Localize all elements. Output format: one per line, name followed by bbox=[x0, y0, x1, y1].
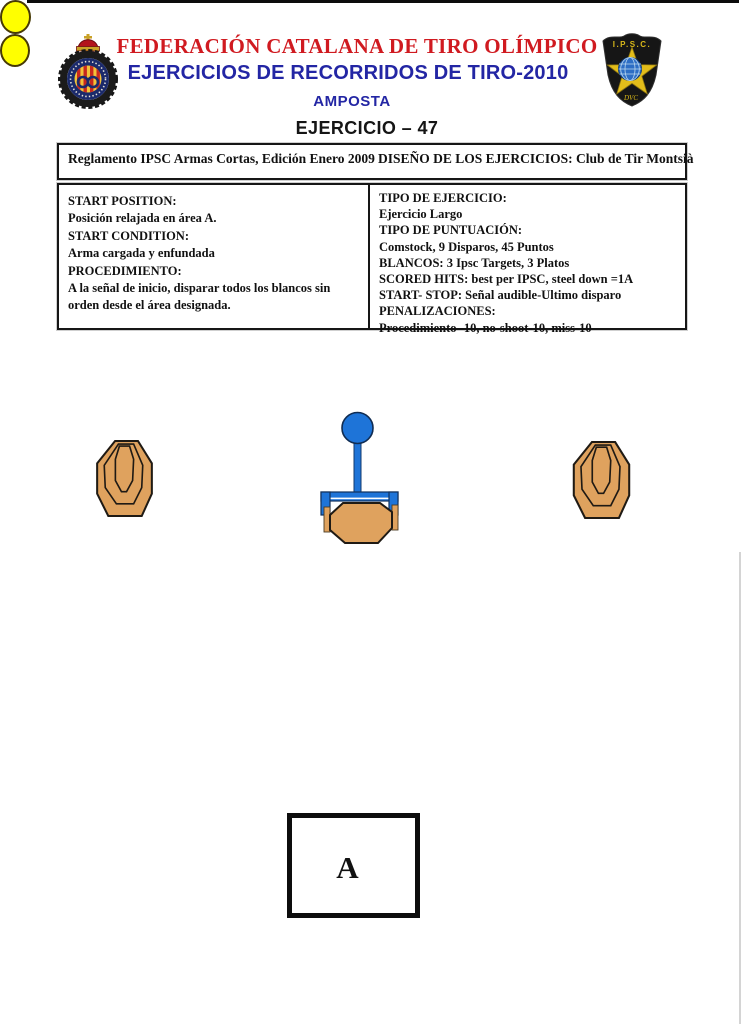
stage-briefing-table bbox=[57, 183, 687, 335]
blue-steel-plate bbox=[342, 413, 373, 444]
area-label: A bbox=[336, 849, 359, 885]
event-title: EJERCICIOS DE RECORRIDOS DE TIRO-2010 bbox=[127, 62, 569, 84]
swinger-stem bbox=[354, 438, 361, 494]
shooting-area-box bbox=[287, 813, 420, 918]
ipsc-label: I.P.S.C. bbox=[612, 40, 652, 49]
start-position-label: START POSITION: bbox=[68, 194, 177, 208]
scored-hits-text: SCORED HITS: best per IPSC, steel down =1A bbox=[379, 272, 634, 287]
course-designer: DISEÑO DE LOS EJERCICIOS: Club de Tir Montsià bbox=[378, 151, 694, 166]
penalties-label: PENALIZACIONES: bbox=[379, 304, 496, 319]
scan-edge-top-line bbox=[27, 0, 739, 3]
exercise-type-text: Ejercicio Largo bbox=[379, 207, 463, 222]
start-position-text: Posición relajada en área A. bbox=[68, 211, 217, 226]
horizontal-paper-target bbox=[330, 503, 392, 543]
swinger-crossbar bbox=[321, 492, 398, 501]
start-condition-label: START CONDITION: bbox=[68, 228, 189, 243]
swinger-stand-center bbox=[320, 404, 400, 549]
procedure-text: A la señal de inicio, disparar todos los blancos sin orden desde el área designada. bbox=[68, 281, 331, 313]
scoring-type-label: TIPO DE PUNTUACIÓN: bbox=[379, 223, 523, 238]
location-title: AMPOSTA bbox=[313, 93, 391, 110]
ipsc-paper-target-left bbox=[96, 440, 153, 517]
start-condition-text: Arma cargada y enfundada bbox=[68, 246, 215, 261]
rulebook-reference: Reglamento IPSC Armas Cortas, Edición Enero 2009 bbox=[68, 151, 375, 166]
ipsc-paper-target-right bbox=[570, 441, 633, 519]
targets-text: BLANCOS: 3 Ipsc Targets, 3 Platos bbox=[379, 255, 570, 270]
yellow-steel-plate-left bbox=[0, 0, 31, 34]
penalties-text: Procedimiento -10, no-shoot-10, miss-10 bbox=[379, 320, 592, 335]
procedure-label: PROCEDIMIENTO: bbox=[68, 263, 182, 278]
federation-title: FEDERACIÓN CATALANA DE TIRO OLÍMPICO bbox=[116, 34, 598, 58]
briefing-left-cell bbox=[59, 185, 370, 328]
exercise-type-label: TIPO DE EJERCICIO: bbox=[379, 191, 507, 205]
scoring-type-text: Comstock, 9 Disparos, 45 Puntos bbox=[379, 239, 554, 254]
rulebook-info-bar bbox=[57, 143, 694, 180]
exercise-title: EJERCICIO – 47 bbox=[295, 118, 439, 138]
briefing-right-cell bbox=[370, 185, 685, 335]
ipsc-motto: DVC bbox=[624, 94, 638, 102]
start-stop-text: START- STOP: Señal audible-Ultimo disparo bbox=[379, 288, 622, 303]
scan-edge-right-line bbox=[739, 552, 741, 1024]
